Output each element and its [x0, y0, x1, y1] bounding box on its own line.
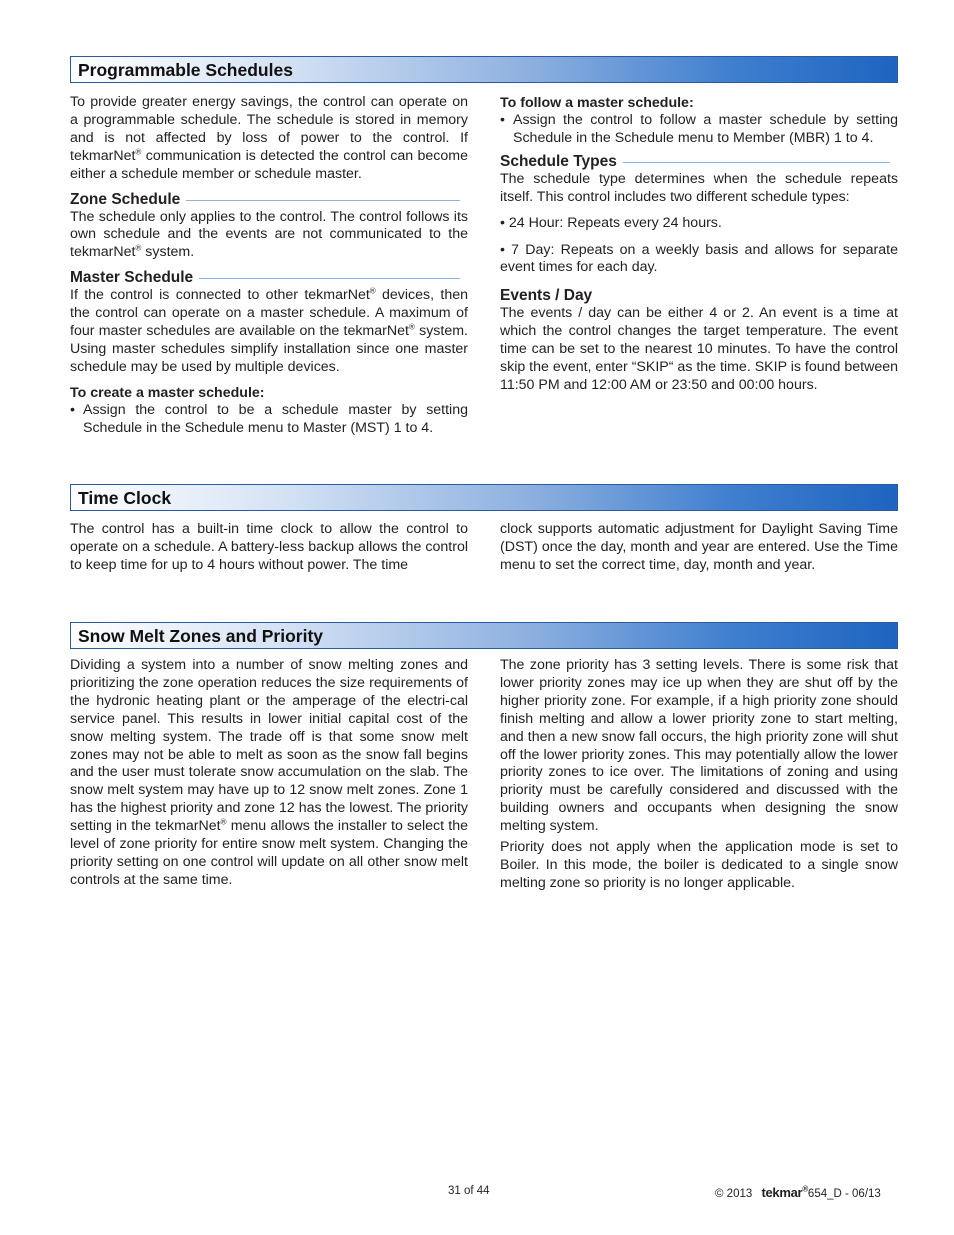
tekmar-logo: tekmar® [761, 1184, 808, 1200]
section-title: Snow Melt Zones and Priority [78, 626, 324, 646]
time-clock-text-right: clock supports automatic adjustment for Daylight Saving Time (DST) once the day, month and year are entered. Use the Time menu to set the correct time, day, month and year. [500, 521, 898, 573]
section-header-programmable-schedules [70, 56, 898, 83]
document-code: 654_D - 06/13 [807, 1188, 881, 1200]
priority-boiler-text: Priority does not apply when the application mode is set to Boiler. In this mode, the boiler is dedicated to a single snow melting zone so priority is no longer applicable. [500, 839, 898, 891]
master-schedule-heading: Master Schedule [70, 268, 468, 287]
section-title: Programmable Schedules [78, 60, 293, 80]
events-day-text: The events / day can be either 4 or 2. An event is a time at which the control changes the target temperature. The event time can be set to the nearest 10 minutes. To have the control skip the event, enter “SKIP“ as the time. SKIP is found between 11:50 PM and 12:00 AM or 23:50 and 00:00 hours. [500, 305, 898, 393]
zone-priority-text: The zone priority has 3 setting levels. There is some risk that lower priority zones may ice up when they are shut off by the higher priority zone. For example, if a high priority zone should finish melting and allow a lower priority zone to start melting, and then a new snow fall occurs, the high priority zone will shut off the lower priority zones. This may potentially allow the lower priority zones to ice over. The limitations of zoning and using priority must be carefully considered and discussed with the building owners and occupants when designing the snow melting system. [500, 657, 898, 835]
intro-paragraph: To provide greater energy savings, the control can operate on a programmable schedule. The schedule is stored in memory and is not affected by loss of power to the control. If tekmarNet® communication is detected the control can become either a schedule member or schedule master. [70, 94, 468, 182]
snow-melt-left-column [70, 657, 468, 890]
zone-schedule-heading: Zone Schedule [70, 190, 468, 209]
events-day-heading: Events / Day [500, 287, 593, 305]
schedule-type-24hour: • 24 Hour: Repeats every 24 hours. [500, 214, 722, 231]
programmable-left-column [70, 94, 468, 438]
programmable-right-column [500, 94, 898, 395]
time-clock-text-left: The control has a built-in time clock to allow the control to operate on a schedule. A battery-less backup allows the control to keep time for up to 4 hours without power. The time [70, 521, 468, 573]
zone-schedule-text: The schedule only applies to the control. The control follows its own schedule and the events are not communicated to the tekmarNet® system. [70, 208, 468, 261]
snow-melt-text-left: Dividing a system into a number of snow melting zones and prioritizing the zone operation reduces the size requirements of the hydronic heating plant or the amperage of the electri-cal service panel. This results in lower initial capital cost of the snow melting system. The trade off is that some snow melt zones may not be able to melt as soon as the snow fall begins and the user must tolerate snow accumulation on the slab. The snow melt system may have up to 12 snow melt zones. Zone 1 has the highest priority and zone 12 has the lowest. The priority setting in the tekmarNet® menu allows the installer to select the level of zone priority for entire snow melt system. Changing the priority setting on one control will update on all other snow melt controls at the same time. [70, 657, 469, 888]
section-header-time-clock [70, 484, 898, 511]
schedule-types-heading: Schedule Types [500, 152, 898, 171]
create-master-bullet: • Assign the control to be a schedule master by setting Schedule in the Schedule menu to Master (MST) 1 to 4. [70, 401, 468, 436]
snow-melt-right-column [500, 657, 898, 893]
heading-rule [199, 278, 460, 279]
time-clock-left-column [70, 521, 468, 575]
master-schedule-text: If the control is connected to other tekmarNet® devices, then the control can operate on a master schedule. A maximum of four master schedules are available on the tekmarNet® system. Using master schedules simplify installation since one master schedule may be used by multiple devices. [70, 286, 468, 375]
follow-master-heading: To follow a master schedule: [500, 95, 694, 111]
footer-copyright: © 2013 tekmar®654_D - 06/13 [715, 1184, 881, 1200]
section-header-snow-melt [70, 622, 898, 649]
create-master-heading: To create a master schedule: [70, 384, 265, 401]
schedule-types-text: The schedule type determines when the schedule repeats itself. This control includes two different schedule types: [500, 170, 898, 205]
section-title: Time Clock [78, 488, 172, 508]
heading-rule [186, 200, 460, 201]
schedule-type-7day: • 7 Day: Repeats on a weekly basis and allows for separate event times for each day. [500, 241, 898, 276]
time-clock-right-column [500, 521, 898, 575]
page-number: 31 of 44 [448, 1185, 490, 1197]
follow-master-bullet: • Assign the control to follow a master schedule by setting Schedule in the Schedule menu to Member (MBR) 1 to 4. [500, 112, 898, 146]
heading-rule [623, 162, 890, 163]
